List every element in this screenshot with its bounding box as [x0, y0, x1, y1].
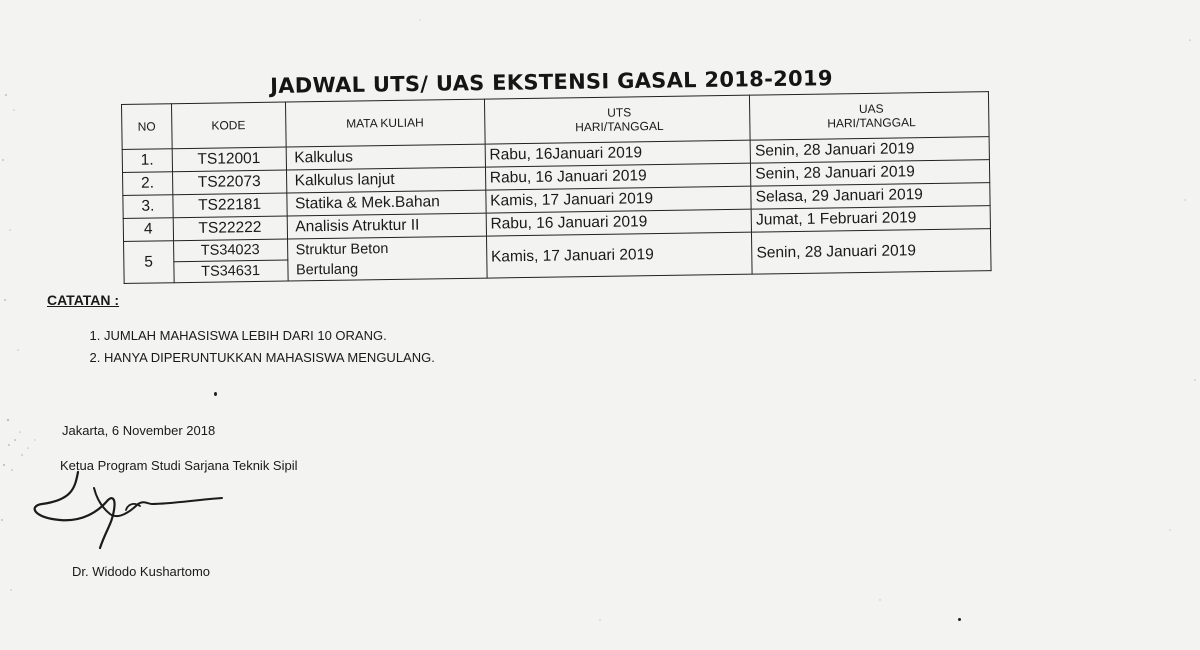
header-uas-sub: HARI/TANGGAL	[827, 115, 916, 131]
ink-speck	[958, 618, 961, 621]
cell-mata-kuliah-line2: Bertulang	[295, 261, 359, 278]
ink-speck	[214, 392, 217, 396]
cell-uts: Kamis, 17 Januari 2019	[486, 232, 752, 278]
cell-kode: TS22222	[173, 216, 287, 241]
list-item: 1. JUMLAH MAHASISWA LEBIH DARI 10 ORANG.	[104, 325, 435, 347]
header-no: NO	[122, 104, 172, 150]
cell-kode: TS22181	[173, 193, 287, 218]
header-uas	[750, 92, 989, 141]
header-mata-kuliah: MATA KULIAH	[285, 99, 485, 147]
position-title: Ketua Program Studi Sarjana Teknik Sipil	[60, 458, 298, 473]
cell-uas: Jumat, 1 Februari 2019	[751, 206, 990, 233]
cell-kode: TS34023	[173, 239, 287, 262]
notes-list	[88, 325, 435, 369]
cell-uts: Rabu, 16Januari 2019	[485, 140, 751, 167]
header-uts-sub: HARI/TANGGAL	[575, 118, 664, 135]
header-uas-title: UAS	[858, 101, 884, 117]
cell-uts: Rabu, 16 Januari 2019	[485, 163, 751, 190]
place-date: Jakarta, 6 November 2018	[62, 423, 216, 438]
header-uts	[484, 95, 750, 144]
cell-mata-kuliah	[287, 236, 487, 281]
schedule-table	[121, 91, 992, 284]
cell-mata-kuliah: Kalkulus	[286, 144, 485, 170]
cell-no: 3.	[123, 195, 173, 219]
signature-mark	[30, 470, 230, 560]
cell-uts: Kamis, 17 Januari 2019	[486, 186, 752, 213]
cell-uas: Selasa, 29 Januari 2019	[751, 183, 990, 210]
cell-mata-kuliah-line1: Struktur Beton	[295, 240, 389, 258]
cell-no: 5	[124, 241, 174, 284]
cell-uas: Senin, 28 Januari 2019	[752, 229, 991, 275]
cell-kode: TS12001	[172, 147, 286, 172]
cell-uas: Senin, 28 Januari 2019	[750, 137, 989, 164]
cell-kode: TS34631	[174, 260, 288, 283]
cell-no: 4	[123, 218, 173, 242]
cell-uas: Senin, 28 Januari 2019	[751, 160, 990, 187]
cell-mata-kuliah: Analisis Atruktur II	[287, 213, 486, 239]
cell-kode: TS22073	[172, 170, 286, 195]
cell-no: 2.	[123, 172, 173, 196]
cell-no: 1.	[122, 149, 172, 173]
header-uts-title: UTS	[607, 105, 632, 120]
cell-mata-kuliah: Kalkulus lanjut	[286, 167, 485, 193]
cell-mata-kuliah: Statika & Mek.Bahan	[286, 190, 485, 216]
signer-name: Dr. Widodo Kushartomo	[72, 564, 211, 579]
cell-uts: Rabu, 16 Januari 2019	[486, 209, 752, 236]
notes-label: CATATAN :	[47, 292, 120, 308]
list-item: 2. HANYA DIPERUNTUKKAN MAHASISWA MENGULANG.	[104, 347, 435, 369]
header-kode: KODE	[171, 102, 285, 149]
document-title: JADWAL UTS/ UAS EKSTENSI GASAL 2018-2019	[270, 66, 833, 98]
